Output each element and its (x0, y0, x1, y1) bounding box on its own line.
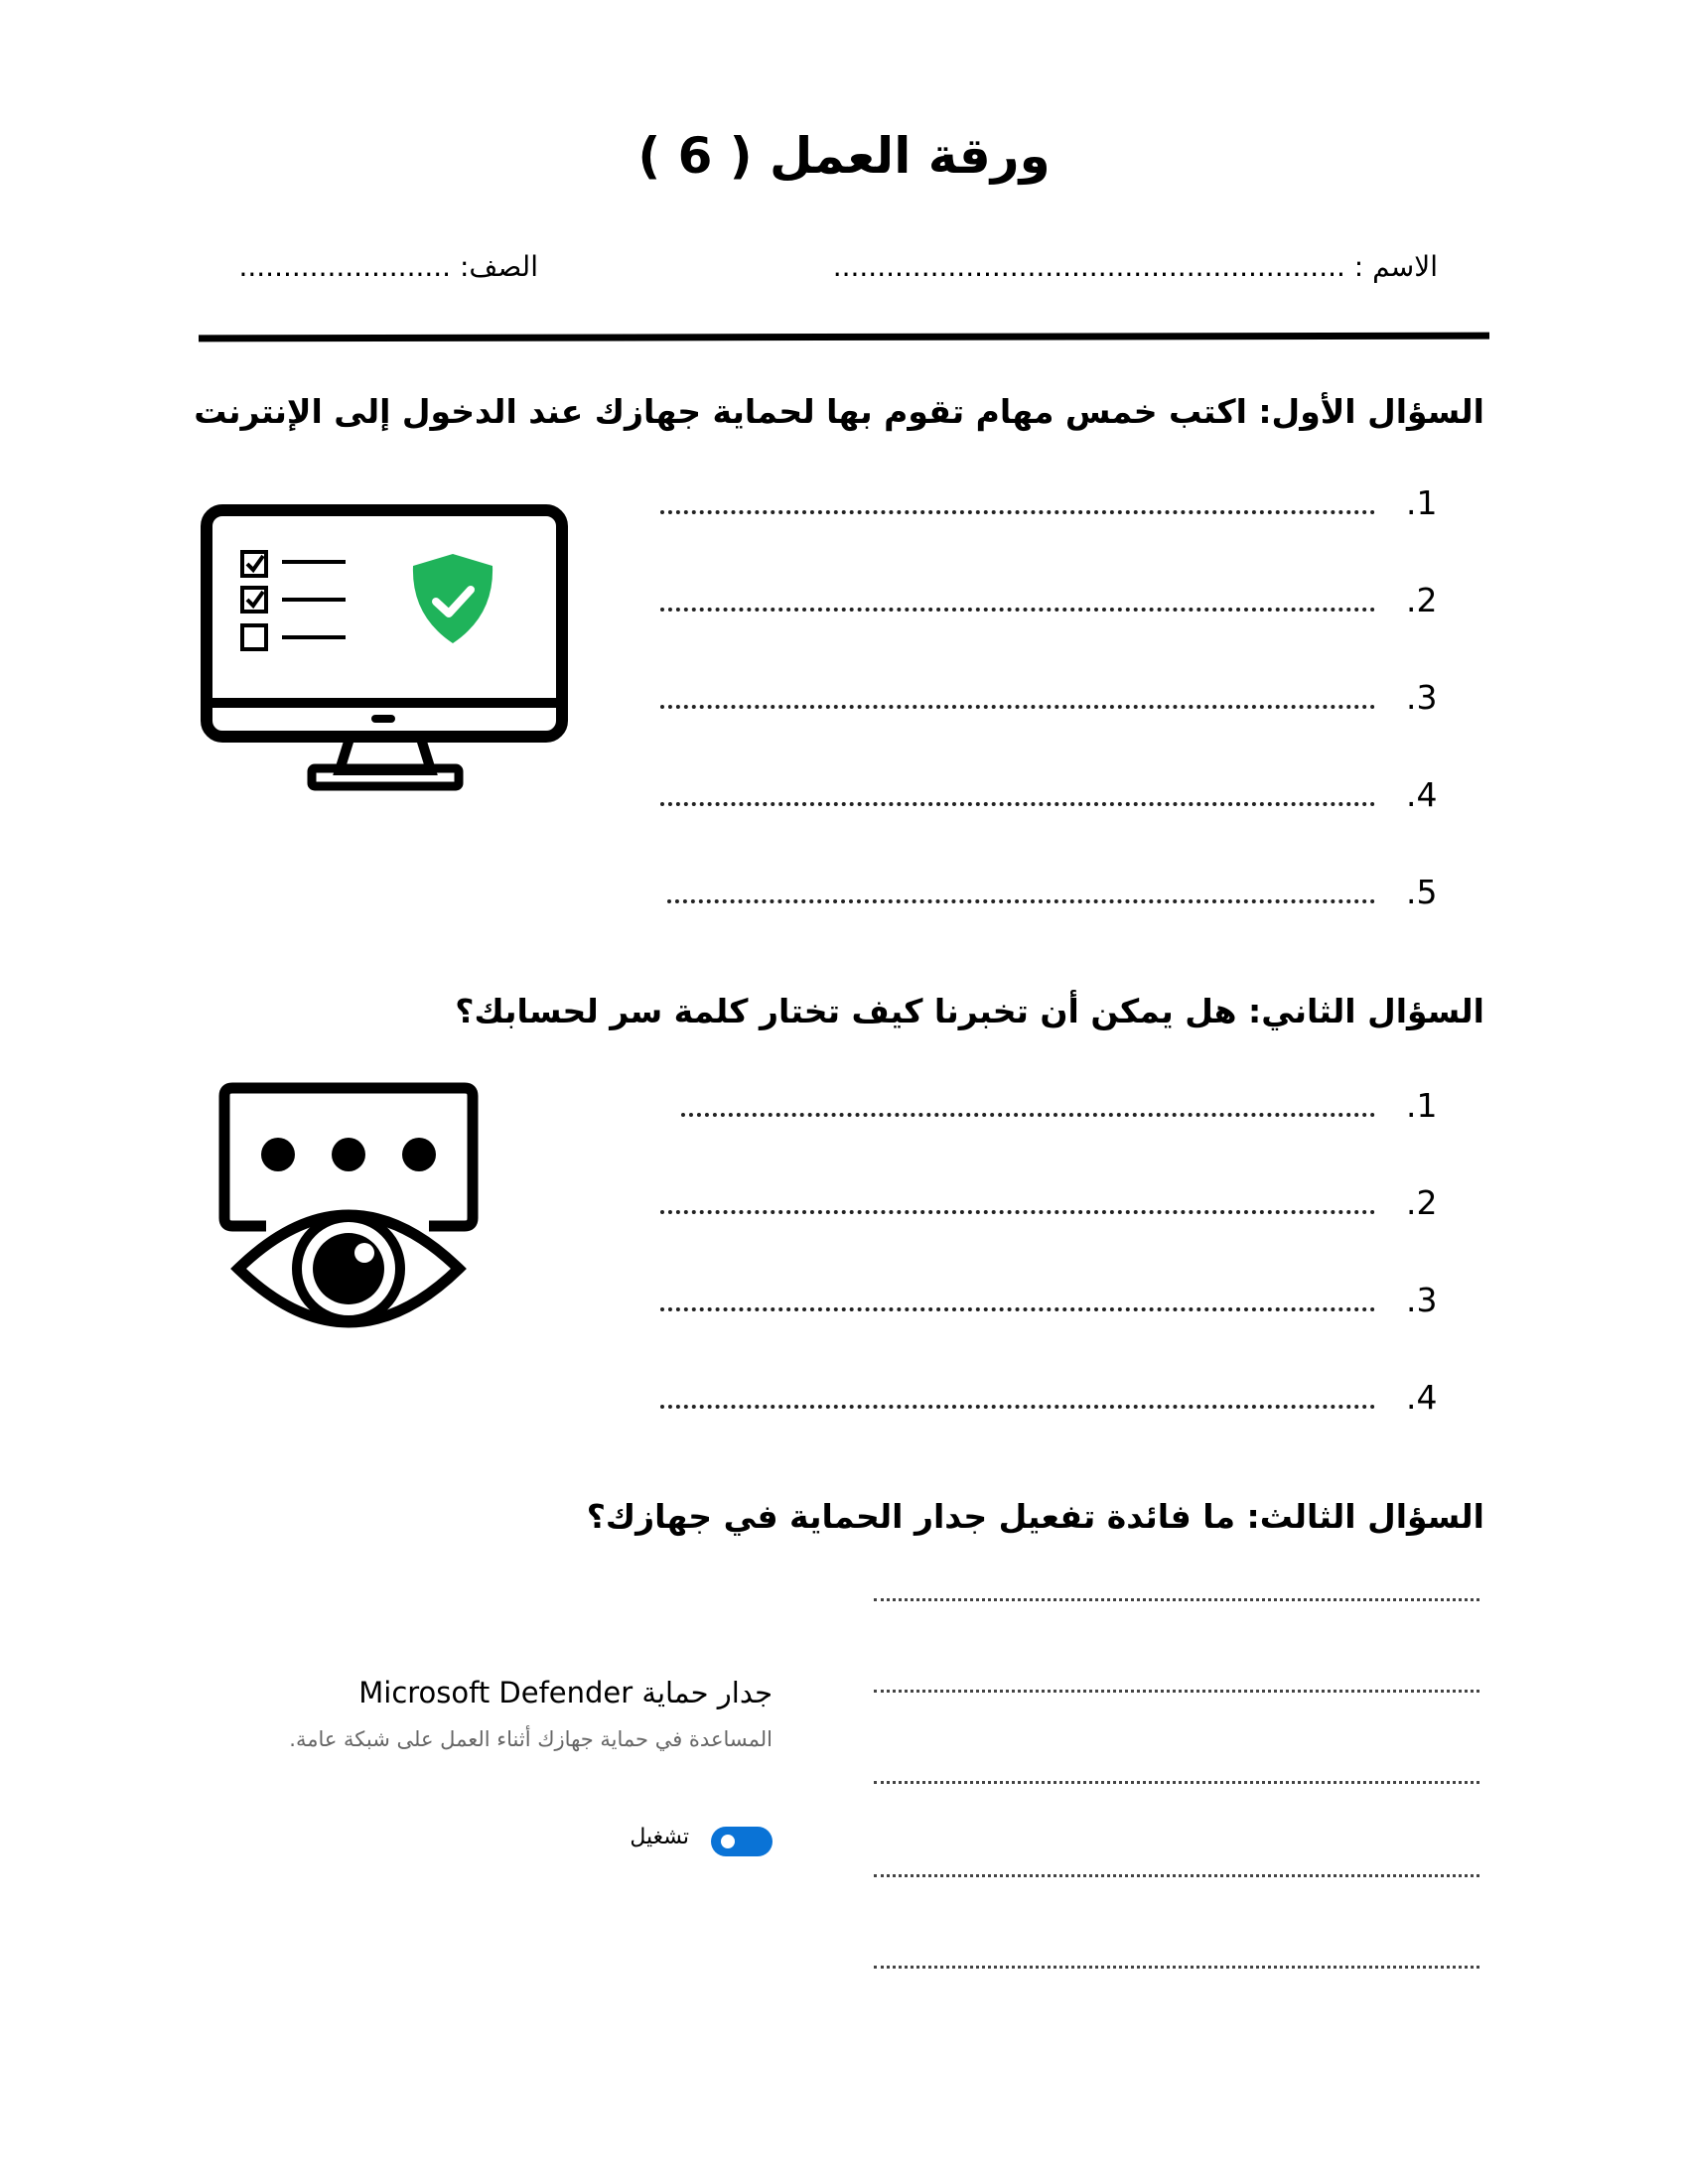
q1-number-4: .4 (1406, 775, 1438, 814)
name-field: الاسم : .......................................................... (832, 250, 1438, 283)
q3-answer-line-3[interactable] (874, 1781, 1479, 1784)
q1-answer-line-2[interactable] (660, 608, 1375, 612)
defender-firewall-description: المساعدة في حماية جهازك أثناء العمل على شبكة عامة. (289, 1727, 773, 1751)
toggle-knob (721, 1835, 735, 1848)
q2-answer-line-1[interactable] (681, 1113, 1375, 1117)
q1-number-5: .5 (1406, 873, 1438, 911)
q3-answer-line-4[interactable] (874, 1874, 1479, 1877)
q2-answer-line-3[interactable] (660, 1307, 1375, 1311)
q2-answer-line-4[interactable] (660, 1405, 1375, 1409)
q1-answer-line-1[interactable] (660, 510, 1375, 514)
q3-answer-line-2[interactable] (874, 1690, 1479, 1693)
header-divider (199, 333, 1489, 342)
q2-number-1: .1 (1406, 1086, 1438, 1125)
question-1: السؤال الأول: اكتب خمس مهام تقوم بها لحماية جهازك عند الدخول إلى الإنترنت (194, 392, 1484, 431)
q1-answer-line-5[interactable] (667, 899, 1375, 903)
q2-number-2: .2 (1406, 1183, 1438, 1222)
firewall-toggle-label: تشغيل (630, 1825, 689, 1849)
worksheet-title: ورقة العمل ( 6 ) (637, 127, 1051, 185)
q2-answer-line-2[interactable] (660, 1210, 1375, 1214)
class-field: الصف: ........................ (238, 250, 538, 283)
question-3: السؤال الثالث: ما فائدة تفعيل جدار الحماية في جهازك؟ (586, 1497, 1484, 1536)
q2-number-3: .3 (1406, 1281, 1438, 1319)
defender-firewall-title: جدار حماية Microsoft Defender (358, 1676, 773, 1709)
monitor-checklist-shield-icon (201, 504, 570, 792)
q1-number-2: .2 (1406, 581, 1438, 619)
q1-number-1: .1 (1406, 483, 1438, 522)
q3-answer-line-1[interactable] (874, 1598, 1479, 1601)
q1-number-3: .3 (1406, 678, 1438, 717)
q1-answer-line-4[interactable] (660, 802, 1375, 806)
q2-number-4: .4 (1406, 1378, 1438, 1417)
q3-answer-line-5[interactable] (874, 1966, 1479, 1969)
q1-answer-line-3[interactable] (660, 705, 1375, 709)
firewall-toggle[interactable] (711, 1827, 773, 1856)
password-eye-icon (218, 1082, 481, 1330)
question-2: السؤال الثاني: هل يمكن أن تخبرنا كيف تختار كلمة سر لحسابك؟ (455, 992, 1484, 1030)
